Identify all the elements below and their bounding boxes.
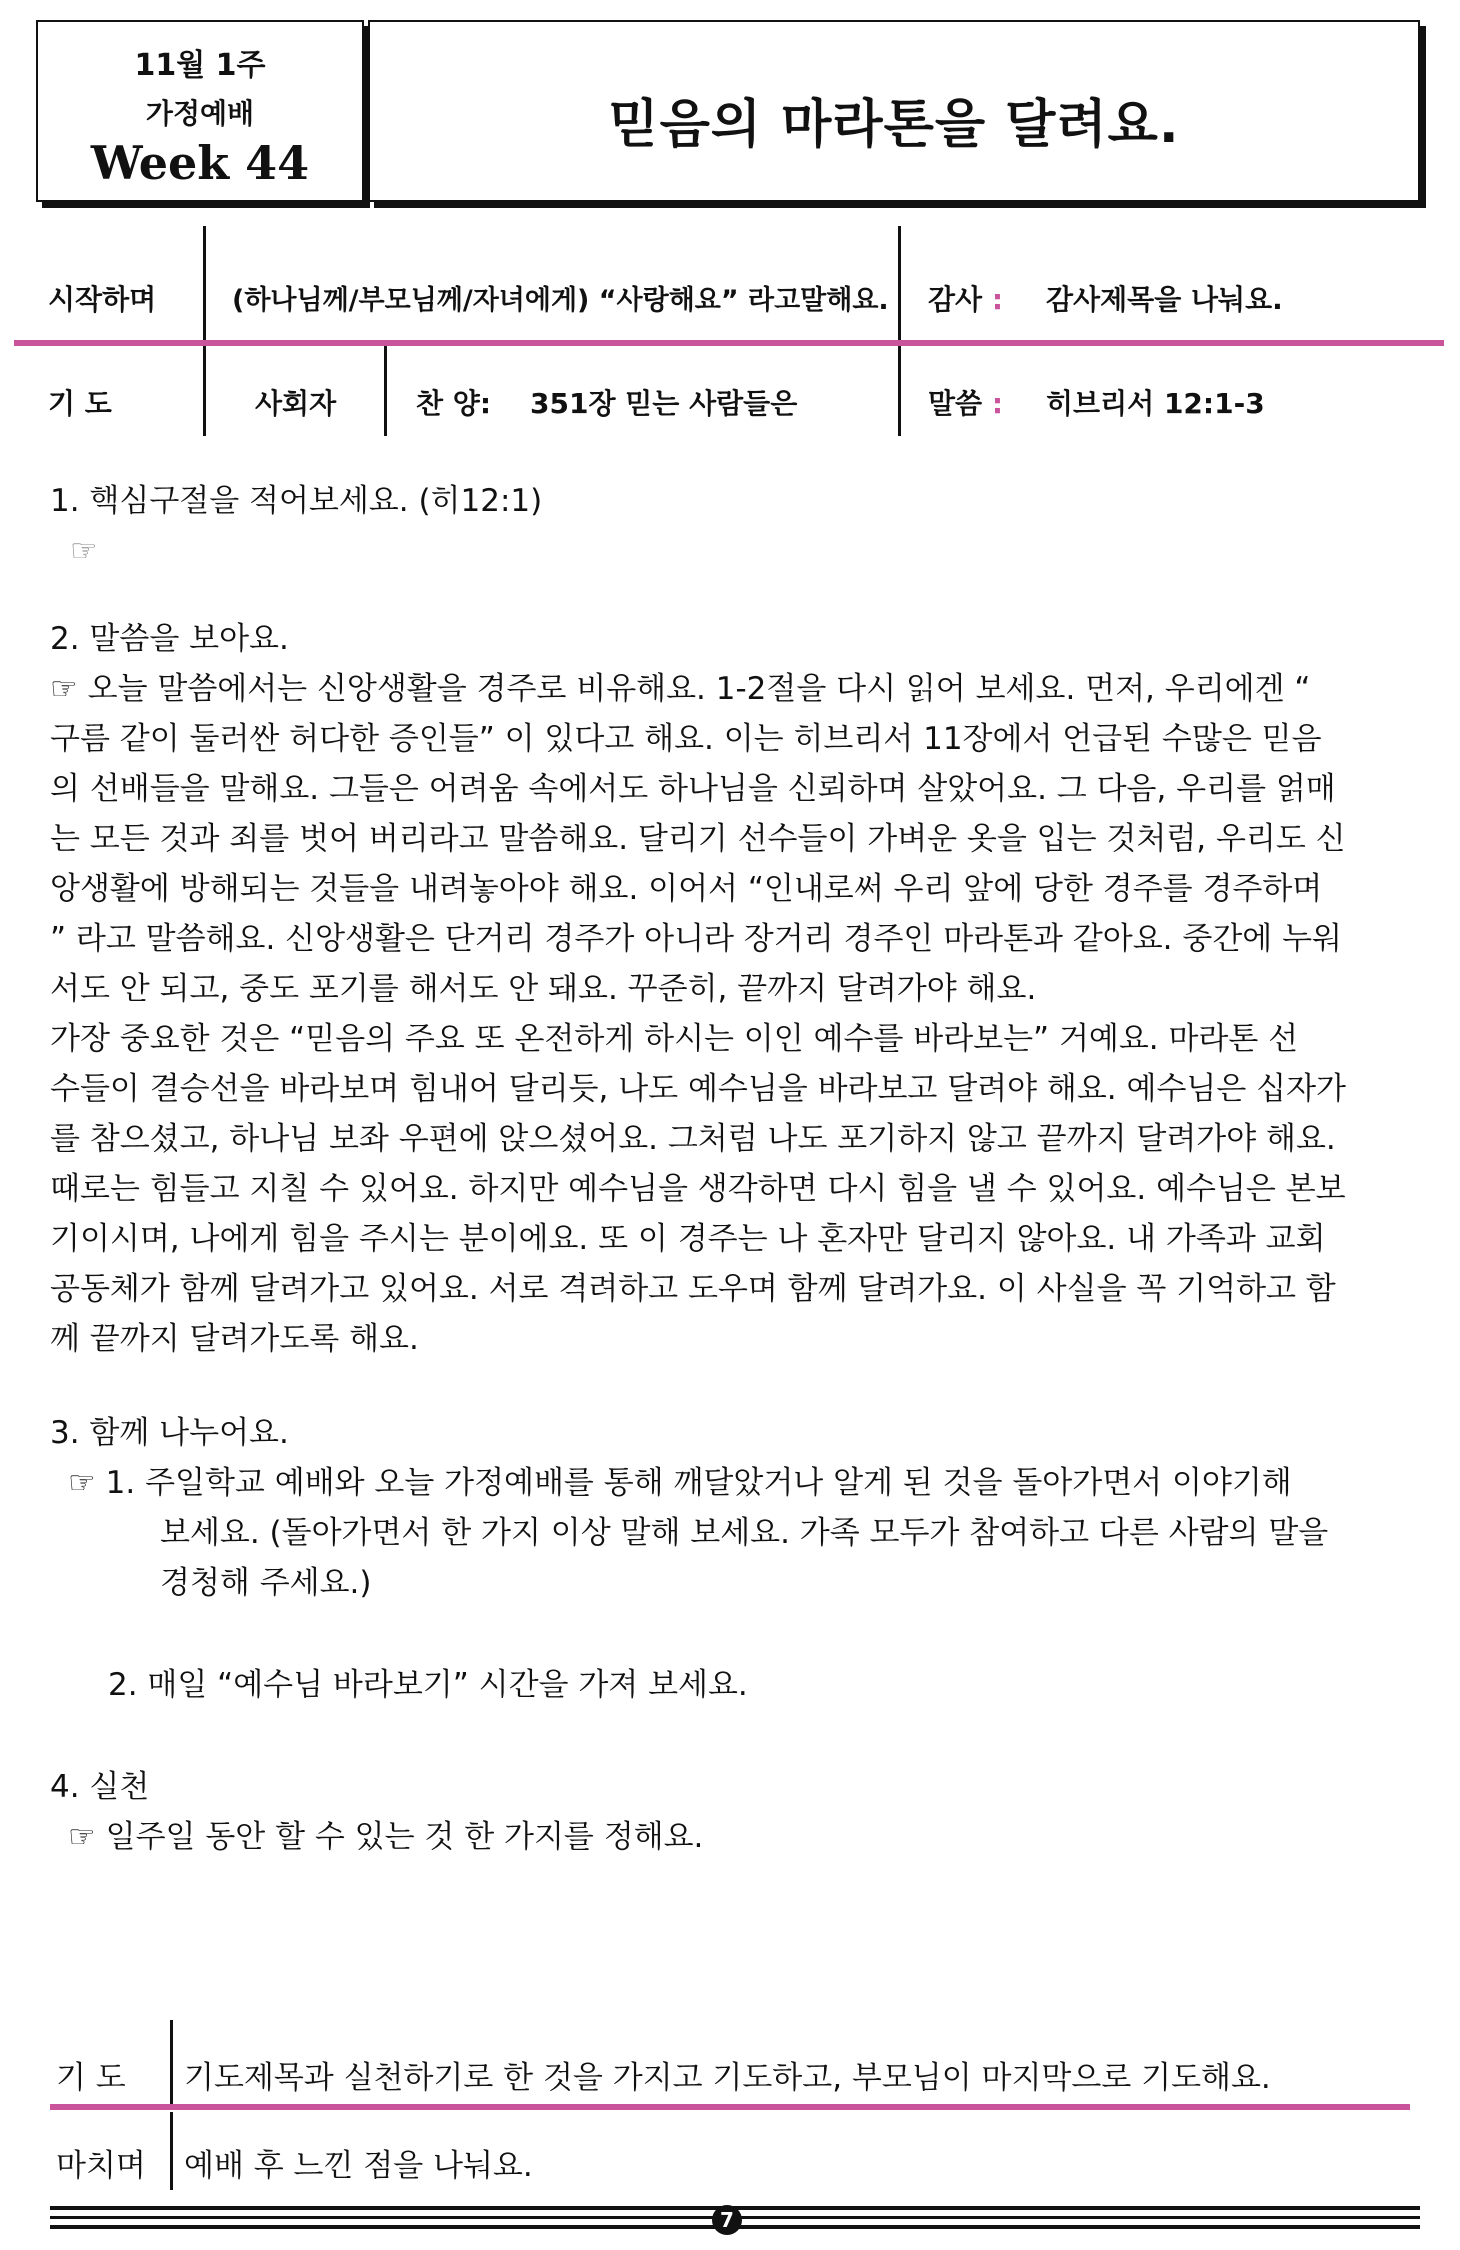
section2-line: 앙생활에 방해되는 것들을 내려놓아야 해요. 이어서 “인내로써 우리 앞에 당한 경주를 경주하며 (50, 871, 1323, 907)
section2-line: ” 라고 말씀해요. 신앙생활은 단거리 경주가 아니라 장거리 경주인 마라톤과 같아요. 중간에 누워 (50, 921, 1342, 957)
word-label-text: 말씀 (928, 387, 983, 420)
section2-line: 께 끝까지 달려가도록 해요. (50, 1321, 419, 1357)
word-text: 히브리서 12:1-3 (1046, 387, 1265, 420)
section2-line: 의 선배들을 말해요. 그들은 어려움 속에서도 하나님을 신뢰하며 살았어요. 그 다음, 우리를 얽매 (50, 771, 1336, 807)
word-colon: : (991, 387, 1004, 420)
thanks-label-text: 감사 (928, 283, 983, 316)
footer-closing-label: 마치며 (56, 2148, 146, 2184)
hymn-text: 351장 믿는 사람들은 (530, 387, 798, 420)
section2-line: 때로는 힘들고 지칠 수 있어요. 하지만 예수님을 생각하면 다시 힘을 낼 수 있어요. 예수님은 본보 (50, 1171, 1346, 1207)
divider (170, 2020, 173, 2104)
week-type: 가정예배 (145, 97, 255, 130)
start-text: (하나님께/부모님께/자녀에게) “사랑해요” 라고말해요. (232, 285, 889, 316)
section2-line: 가장 중요한 것은 “믿음의 주요 또 온전하게 하시는 이인 예수를 바라보는” 거예요. 마라톤 선 (50, 1021, 1299, 1057)
section2-line: ☞ 오늘 말씀에서는 신앙생활을 경주로 비유해요. 1-2절을 다시 읽어 보세요. 먼저, 우리에겐 “ (50, 671, 1311, 707)
week-date: 11월 1주 (134, 48, 266, 83)
section2-line: 수들이 결승선을 바라보며 힘내어 달리듯, 나도 예수님을 바라보고 달려야 해요. 예수님은 십자가 (50, 1071, 1346, 1107)
pink-divider (50, 2104, 1410, 2110)
section2-body (50, 664, 1420, 1364)
divider (384, 346, 387, 436)
week-box (36, 20, 364, 202)
section3-title: 3. 함께 나누어요. (50, 1415, 289, 1451)
prayer-label: 기 도 (48, 387, 112, 420)
week-label: Week 44 (90, 136, 310, 190)
footer-closing-text: 예배 후 느낀 점을 나눠요. (184, 2148, 533, 2184)
divider (898, 226, 901, 340)
section2-line: 공동체가 함께 달려가고 있어요. 서로 격려하고 도우며 함께 달려가요. 이 사실을 꼭 기억하고 함 (50, 1271, 1336, 1307)
section3-item1-line2: 보세요. (돌아가면서 한 가지 이상 말해 보세요. 가족 모두가 참여하고 다른 사람의 말을 (160, 1515, 1329, 1551)
divider (170, 2112, 173, 2190)
section3-item1-line3: 경청해 주세요.) (160, 1565, 372, 1601)
section2-line: 구름 같이 둘러싼 허다한 증인들” 이 있다고 해요. 이는 히브리서 11장에서 언급된 수많은 믿음 (50, 721, 1322, 757)
section4-line: ☞ 일주일 동안 할 수 있는 것 한 가지를 정해요. (68, 1819, 704, 1855)
section3-item2: 2. 매일 “예수님 바라보기” 시간을 가져 보세요. (108, 1667, 748, 1703)
page-number: 7 (712, 2205, 742, 2235)
divider (203, 226, 206, 340)
leader-label: 사회자 (255, 387, 337, 420)
word-label (928, 382, 1003, 422)
start-label: 시작하며 (48, 283, 157, 316)
thanks-colon: : (991, 283, 1004, 316)
thanks-label (928, 278, 1003, 318)
pointer-icon: ☞ (70, 533, 98, 569)
divider (203, 346, 206, 436)
section4-title: 4. 실천 (50, 1769, 150, 1805)
footer-prayer-text: 기도제목과 실천하기로 한 것을 가지고 기도하고, 부모님이 마지막으로 기도해요. (184, 2060, 1271, 2096)
thanks-text: 감사제목을 나눠요. (1046, 283, 1283, 316)
section2-line: 기이시며, 나에게 힘을 주시는 분이에요. 또 이 경주는 나 혼자만 달리지 않아요. 내 가족과 교회 (50, 1221, 1326, 1257)
title-box (368, 20, 1420, 202)
page-title: 믿음의 마라톤을 달려요. (608, 95, 1180, 155)
divider (898, 346, 901, 436)
section2-line: 서도 안 되고, 중도 포기를 해서도 안 돼요. 꾸준히, 끝까지 달려가야 해요. (50, 971, 1037, 1007)
hymn-label: 찬 양: (416, 387, 492, 420)
section2-line: 는 모든 것과 죄를 벗어 버리라고 말씀해요. 달리기 선수들이 가벼운 옷을 입는 것처럼, 우리도 신 (50, 821, 1346, 857)
footer-prayer-label: 기 도 (56, 2060, 126, 2096)
section2-title: 2. 말씀을 보아요. (50, 621, 289, 657)
section3-item1-line1: ☞ 1. 주일학교 예배와 오늘 가정예배를 통해 깨달았거나 알게 된 것을 돌아가면서 이야기해 (68, 1465, 1292, 1501)
section2-line: 를 참으셨고, 하나님 보좌 우편에 앉으셨어요. 그처럼 나도 포기하지 않고 끝까지 달려가야 해요. (50, 1121, 1336, 1157)
section1-title: 1. 핵심구절을 적어보세요. (히12:1) (50, 483, 543, 519)
pink-divider (14, 340, 1444, 346)
